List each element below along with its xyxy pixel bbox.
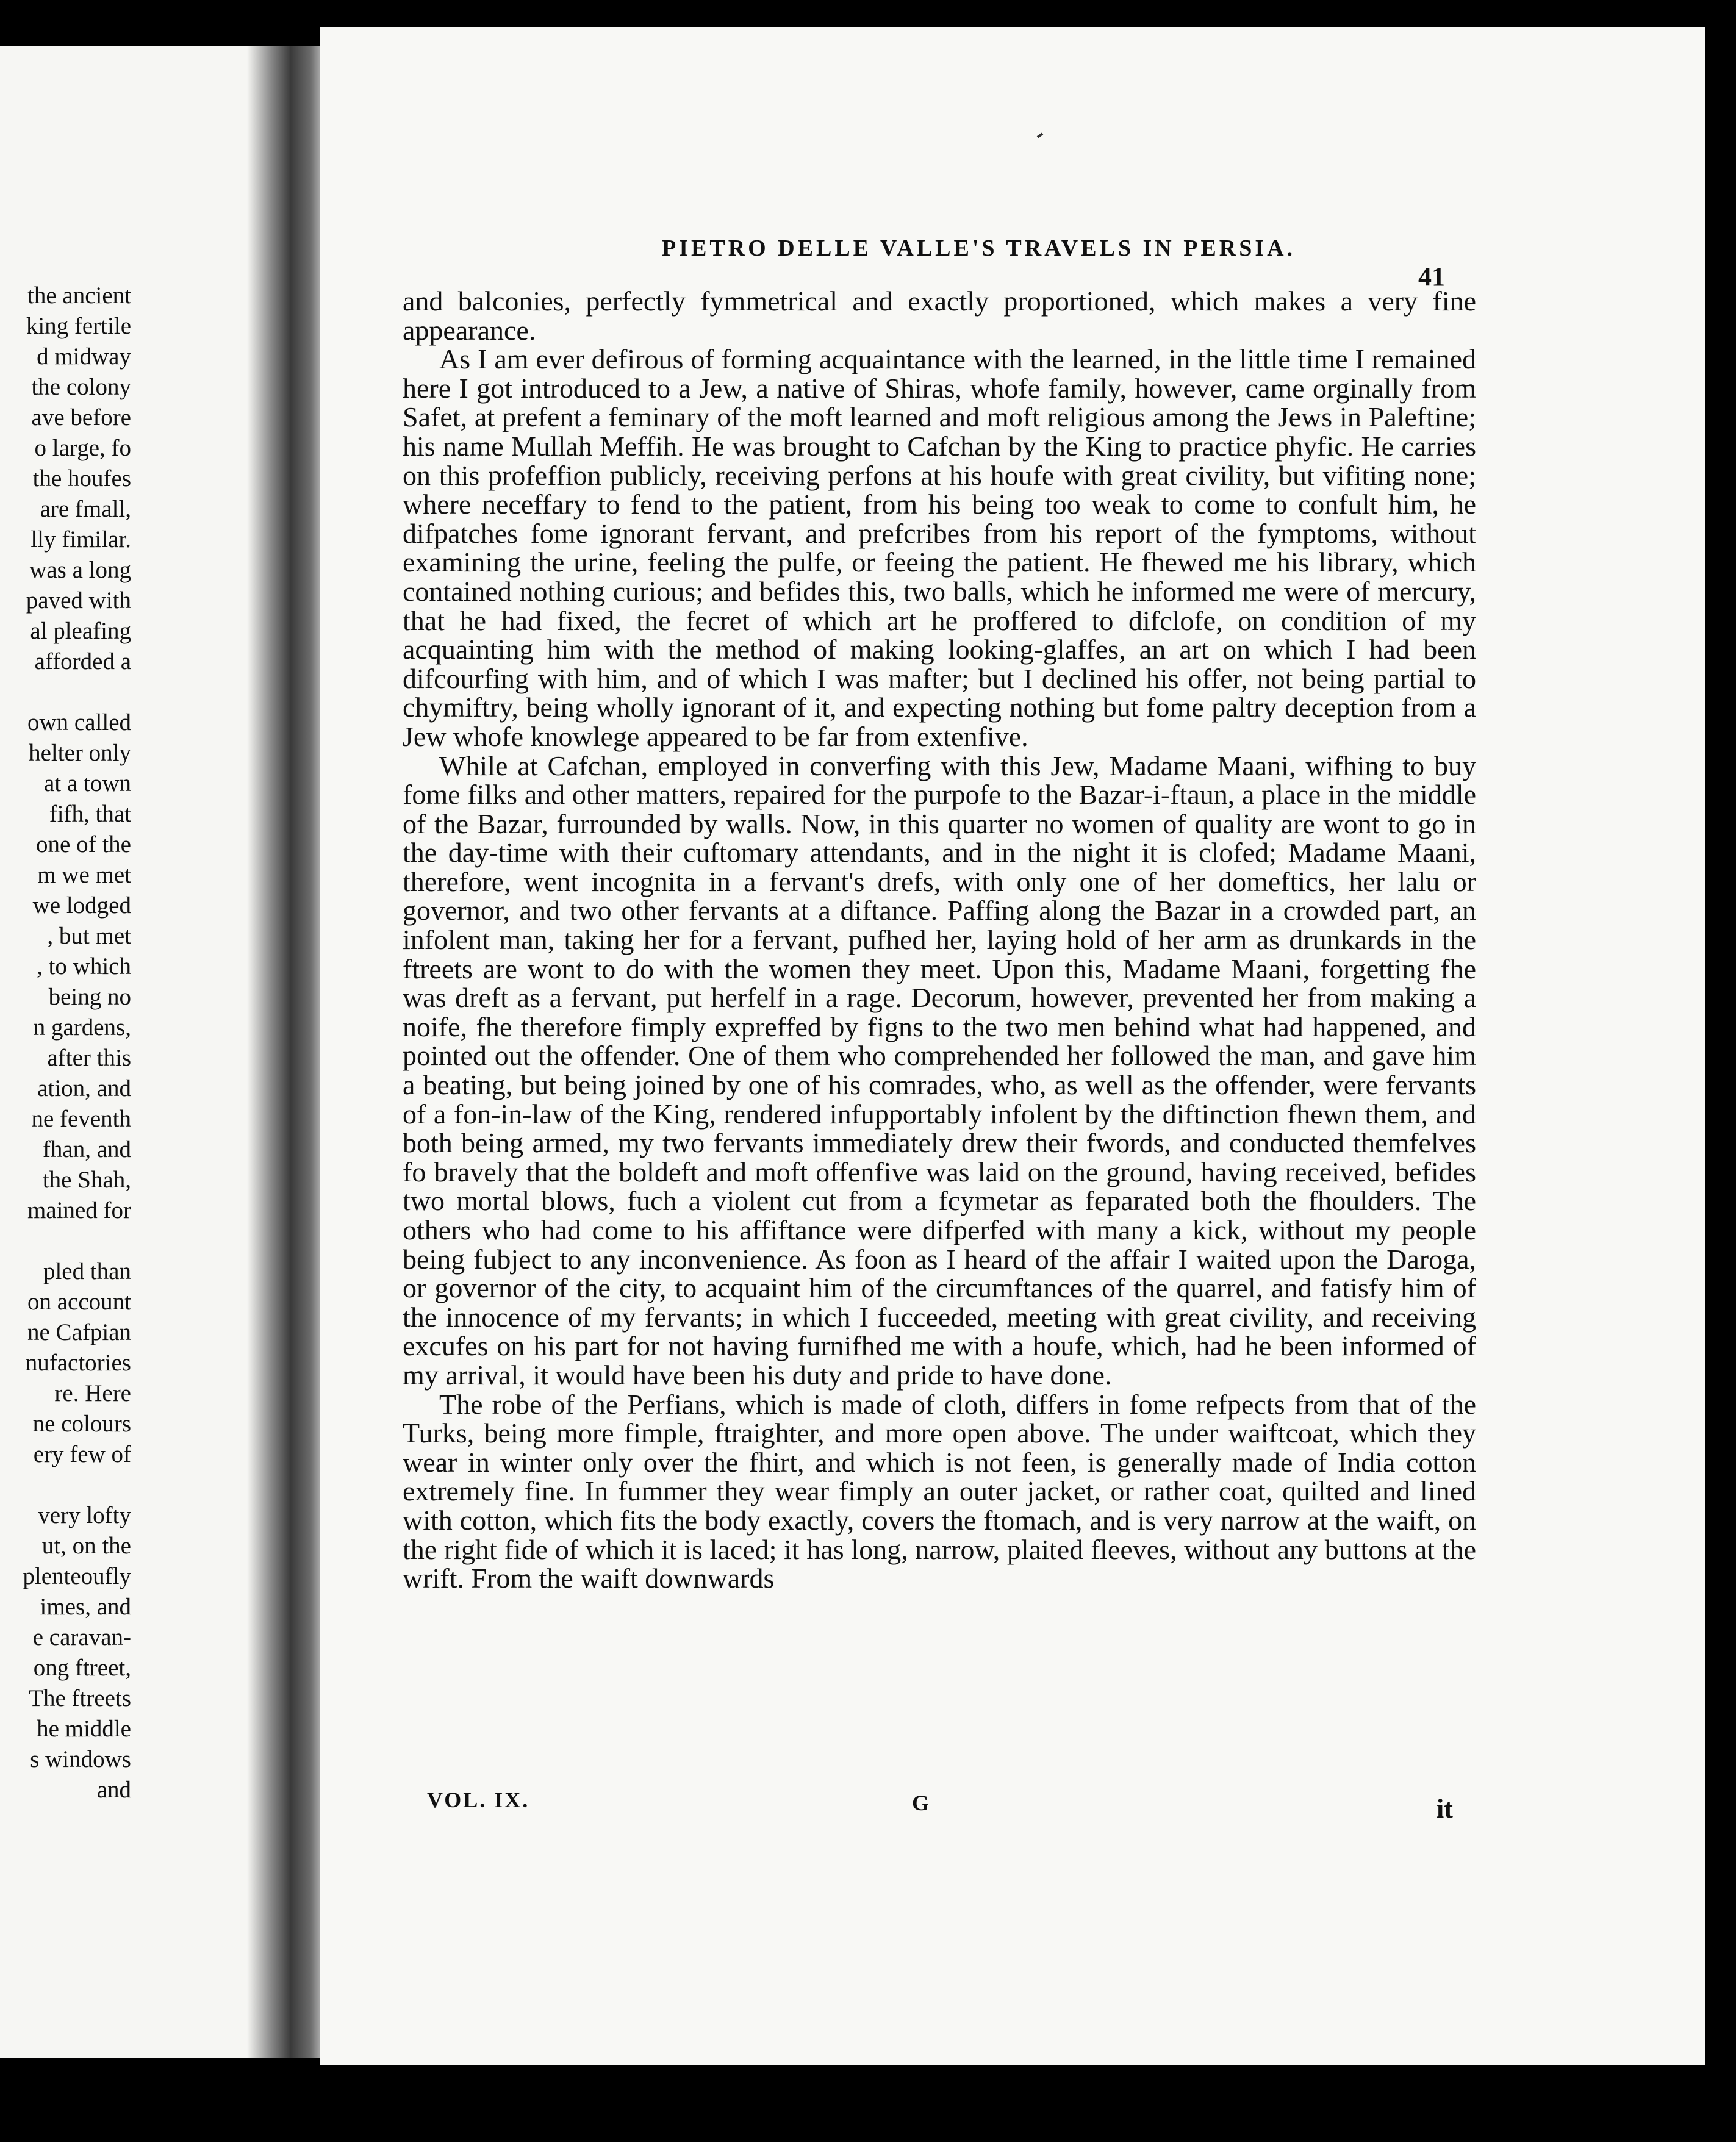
left-page-line: ong ftreet,: [33, 1655, 131, 1681]
left-page-line: at a town: [44, 770, 131, 797]
left-page-line: after this: [47, 1045, 131, 1071]
paragraph-1: and balconies, perfectly fymmetrical and exactly proportioned, which makes a very fine appearance.: [403, 285, 1476, 346]
left-page-line: [0, 1470, 131, 1500]
left-page-line: the Shah,: [42, 1167, 131, 1193]
left-page-line: one of the: [36, 831, 131, 858]
left-page-line: ut, on the: [41, 1533, 131, 1559]
left-page-line: paved with: [26, 587, 131, 614]
left-page-line: ation, and: [37, 1075, 131, 1101]
left-page-line: [0, 677, 131, 707]
left-page-line: , but met: [47, 923, 131, 949]
left-page-line: d midway: [37, 343, 131, 370]
left-page-line: pled than: [43, 1258, 131, 1284]
left-page-line: afforded a: [34, 648, 131, 675]
left-page-line: own called: [27, 709, 131, 736]
left-page-line: ave before: [31, 404, 131, 431]
left-page-line: helter only: [29, 740, 131, 766]
catchword: it: [1437, 1794, 1453, 1824]
left-page-line: al pleafing: [30, 618, 131, 644]
left-page-line: e caravan-: [32, 1624, 131, 1650]
left-page-line: m we met: [37, 862, 131, 888]
left-page-text-fragments: [0, 281, 131, 1805]
left-page-line: he middle: [37, 1716, 131, 1742]
left-page-line: the ancient: [27, 282, 131, 309]
left-page-line: imes, and: [40, 1594, 131, 1620]
left-page-line: o large, fo: [34, 435, 131, 461]
body-text: [403, 287, 1476, 1593]
left-page-line: re. Here: [54, 1380, 131, 1406]
left-page-line: nufactories: [25, 1350, 131, 1376]
left-page-line: [0, 1226, 131, 1256]
left-page-line: the colony: [31, 374, 131, 400]
running-head: PIETRO DELLE VALLE'S TRAVELS IN PERSIA.: [662, 235, 1296, 261]
left-page-line: we lodged: [32, 892, 131, 919]
book-gutter-shadow: [247, 46, 326, 2058]
left-facing-page: [0, 46, 262, 2058]
left-page-line: very lofty: [38, 1502, 131, 1528]
left-page-line: , to which: [37, 953, 131, 980]
left-page-line: the houfes: [32, 465, 131, 492]
left-page-line: are fmall,: [40, 496, 131, 522]
left-page-line: king fertile: [26, 313, 131, 339]
left-page-line: ne feventh: [31, 1106, 131, 1132]
left-page-line: and: [96, 1777, 131, 1803]
left-page-line: lly fimilar.: [30, 526, 131, 553]
left-page-line: plenteoufly: [23, 1563, 131, 1589]
left-page-line: ne colours: [32, 1411, 131, 1437]
left-page-line: being no: [48, 984, 131, 1010]
left-page-line: fifh, that: [49, 801, 131, 827]
signature-volume: VOL. IX.: [427, 1788, 530, 1812]
left-page-line: ne Cafpian: [27, 1319, 131, 1345]
paragraph-3: While at Cafchan, employed in converfing with this Jew, Madame Maani, wifhing to buy fome filks and other matters, repaired for the purpofe to the Bazar-i-ftaun, a place in the middle of the Bazar, furrounded by walls. Now, in this quarter no women of quality are wont to go in the day-time with their cuftomary attendants, and in the night it is clofed; Madame Maani, therefore, went incognita in a fervant's drefs, with only one of her domeftics, her lalu or governor, and two other fervants at a diftance. Paffing along the Bazar in a crowded part, an infolent man, taking her for a fervant, pufhed her, laying hold of her arm as drunkards in the ftreets are wont to do with the women they meet. Upon this, Madame Maani, forgetting fhe was dreft as a fervant, put herfelf in a rage. Decorum, however, prevented her from making a noife, fhe therefore fimply expreffed by figns to the two men behind what had happened, and pointed out the offender. One of them who comprehended her followed the man, and gave him a beating, but being joined by one of his comrades, who, as well as the offender, were fervants of a fon-in-law of the King, rendered infupportably infolent by the diftinction fhewn them, and both being armed, my two fervants immediately drew their fwords, and conducted themfelves fo bravely that the boldeft and moft offenfive was laid on the ground, having received, befides two mortal blows, fuch a violent cut from a fcymetar as feparated both the fhoulders. The others who had come to his affiftance were difperfed with many a kick, without my people being fubject to any inconvenience. As foon as I heard of the affair I waited upon the Daroga, or governor of the city, to acquaint him of the circumftances of the quarrel, and fatisfy him of the innocence of my fervants; in which I fucceeded, meeting with great civility, and receiving excufes on his part for not having furnifhed me with a houfe, which, had he been informed of my arrival, it would have been his duty and pride to have done.: [403, 750, 1476, 1391]
paragraph-4: The robe of the Perfians, which is made of cloth, differs in fome refpects from that of the Turks, being more fimple, ftraighter, and more open above. The under waiftcoat, which they wear in winter only over the fhirt, and which is not feen, is generally made of India cotton extremely fine. In fummer they wear fimply an outer jacket, or rather coat, quilted and lined with cotton, which fits the body exactly, covers the ftomach, and is very narrow at the waift, on the right fide of which it is laced; it has long, narrow, plaited fleeves, without any buttons at the wrift. From the waift downwards: [403, 1388, 1476, 1594]
left-page-line: n gardens,: [33, 1014, 131, 1041]
left-page-line: s windows: [30, 1746, 131, 1772]
left-page-line: was a long: [29, 557, 131, 583]
left-page-line: fhan, and: [42, 1136, 131, 1162]
left-page-line: mained for: [27, 1197, 131, 1223]
page-number: 41: [1418, 262, 1445, 292]
left-page-line: ery few of: [33, 1441, 131, 1467]
left-page-line: on account: [27, 1289, 131, 1315]
paragraph-2: As I am ever defirous of forming acquaintance with the learned, in the little time I remained here I got introduced to a Jew, a native of Shiras, whofe family, however, came orginally from Safet, at prefent a feminary of the moft learned and moft religious among the Jews in Paleftine; his name Mullah Meffih. He was brought to Cafchan by the King to practice phyfic. He carries on this profeffion publicly, receiving perfons at his houfe with great civility, but vifiting none; where neceffary to fend to the patient, from his being too weak to come to confult him, he difpatches fome ignorant fervant, and prefcribes from his report of the fymptoms, without examining the urine, feeling the pulfe, or feeing the patient. He fhewed me his library, which contained nothing curious; and befides this, two balls, which he informed me were of mercury, that he had fixed, the fecret of which art he proffered to difclofe, on condition of my acquainting him with the method of making looking-glaffes, an art on which I had been difcourfing with him, and of which I was mafter; but I declined his offer, not being partial to chymiftry, being wholly ignorant of it, and expecting nothing but fome paltry deception from a Jew whofe knowlege appeared to be far from extenfive.: [403, 343, 1476, 752]
left-page-line: The ftreets: [29, 1685, 131, 1711]
signature-mark: G: [912, 1791, 930, 1815]
